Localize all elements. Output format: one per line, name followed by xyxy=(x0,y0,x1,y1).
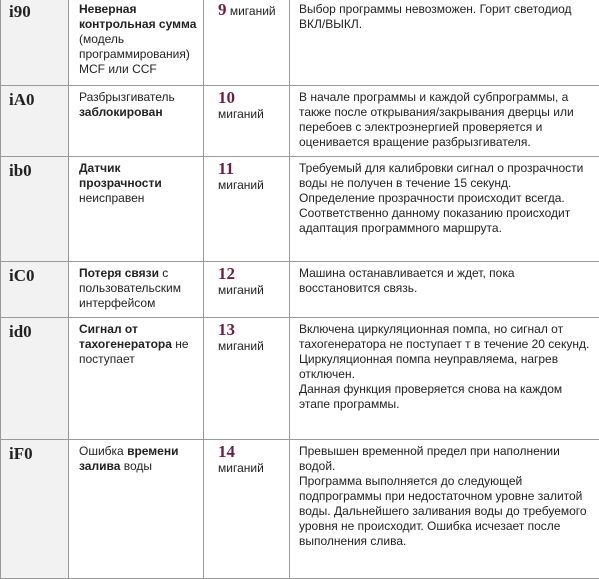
description-line: Выбор программы невозможен. Горит светодиод ВКЛ/ВЫКЛ. xyxy=(299,2,593,32)
blink-count-number: 9 xyxy=(218,0,227,19)
description-line: Программа выполняется до следующей подпрограммы при недостаточном уровне залитой воды. Дальнейшего заливания воды до требуемого уровня не происходит. Ошибка исчезает после выполнения слива. xyxy=(299,474,593,549)
blink-count-word: миганий xyxy=(218,461,264,475)
error-code: i90 xyxy=(1,0,69,86)
error-name-part: Разбрызгиватель xyxy=(79,90,175,104)
blink-count-number: 13 xyxy=(218,320,235,339)
error-name-part: Сигнал от тахогенератора xyxy=(79,322,172,351)
error-code: iC0 xyxy=(1,262,69,318)
error-name-part: Датчик прозрачности xyxy=(79,161,162,190)
blink-count-word: миганий xyxy=(218,178,264,192)
description-line: Включена циркуляционная помпа, но сигнал от тахогенератора не поступает т в течение 20 секунд. xyxy=(299,322,593,352)
blink-count xyxy=(204,86,290,157)
blink-count-word: миганий xyxy=(218,283,264,297)
error-name-part: Ошибка xyxy=(79,444,127,458)
blink-count xyxy=(204,262,290,318)
error-description xyxy=(290,0,599,86)
description-line: Машина останавливается и ждет, пока восстановится связь. xyxy=(299,266,593,296)
error-name-part: Потеря связи xyxy=(79,266,159,280)
error-name-part: времени залива xyxy=(79,444,178,473)
error-name-part: Неверная контрольная сумма xyxy=(79,2,196,31)
error-name xyxy=(69,318,204,440)
error-name-part: заблокирован xyxy=(79,105,163,119)
blink-count-word: миганий xyxy=(230,4,276,18)
error-name xyxy=(69,86,204,157)
error-name-part: воды xyxy=(120,459,152,473)
error-codes-table-body xyxy=(1,0,599,579)
error-name-part: (модель программирования) MCF или CCF xyxy=(79,32,190,76)
table-row xyxy=(1,440,599,579)
error-name xyxy=(69,262,204,318)
description-line: Циркуляционная помпа неуправляема, нагрев отключен. xyxy=(299,352,593,382)
blink-count-number: 10 xyxy=(218,88,235,107)
error-code: ib0 xyxy=(1,157,69,262)
blink-count-word: миганий xyxy=(218,107,264,121)
blink-count-number: 14 xyxy=(218,442,235,461)
description-line: Требуемый для калибровки сигнал о прозрачности воды не получен в течение 15 секунд. xyxy=(299,161,593,191)
error-code: iA0 xyxy=(1,86,69,157)
description-line: Данная функция проверяется снова на каждом этапе программы. xyxy=(299,382,593,412)
blink-count xyxy=(204,440,290,579)
error-code: iF0 xyxy=(1,440,69,579)
table-row xyxy=(1,318,599,440)
blink-count xyxy=(204,0,290,86)
error-code: id0 xyxy=(1,318,69,440)
blink-count-word: миганий xyxy=(218,339,264,353)
table-row xyxy=(1,157,599,262)
error-name-part: с пользовательским интерфейсом xyxy=(79,266,181,310)
table-row xyxy=(1,86,599,157)
error-name-part: не поступает xyxy=(79,337,189,366)
description-line: Определение прозрачности происходит всегда. Соответственно данному показанию происходит адаптация программного маршрута. xyxy=(299,191,593,236)
error-description xyxy=(290,318,599,440)
table-row xyxy=(1,0,599,86)
blink-count xyxy=(204,318,290,440)
description-line: Превышен временной предел при наполнении водой. xyxy=(299,444,593,474)
error-name xyxy=(69,440,204,579)
error-description xyxy=(290,262,599,318)
blink-count-number: 11 xyxy=(218,159,234,178)
error-description xyxy=(290,86,599,157)
error-description xyxy=(290,440,599,579)
error-name xyxy=(69,0,204,86)
blink-count xyxy=(204,157,290,262)
error-description xyxy=(290,157,599,262)
description-line: В начале программы и каждой субпрограммы, а также после открывания/закрывания дверцы или перебоев с электроэнергией проверяется и оценивается вращение разбрызгивателя. xyxy=(299,90,593,150)
error-name-part: неисправен xyxy=(79,191,144,205)
error-name xyxy=(69,157,204,262)
blink-count-number: 12 xyxy=(218,264,235,283)
table-row xyxy=(1,262,599,318)
